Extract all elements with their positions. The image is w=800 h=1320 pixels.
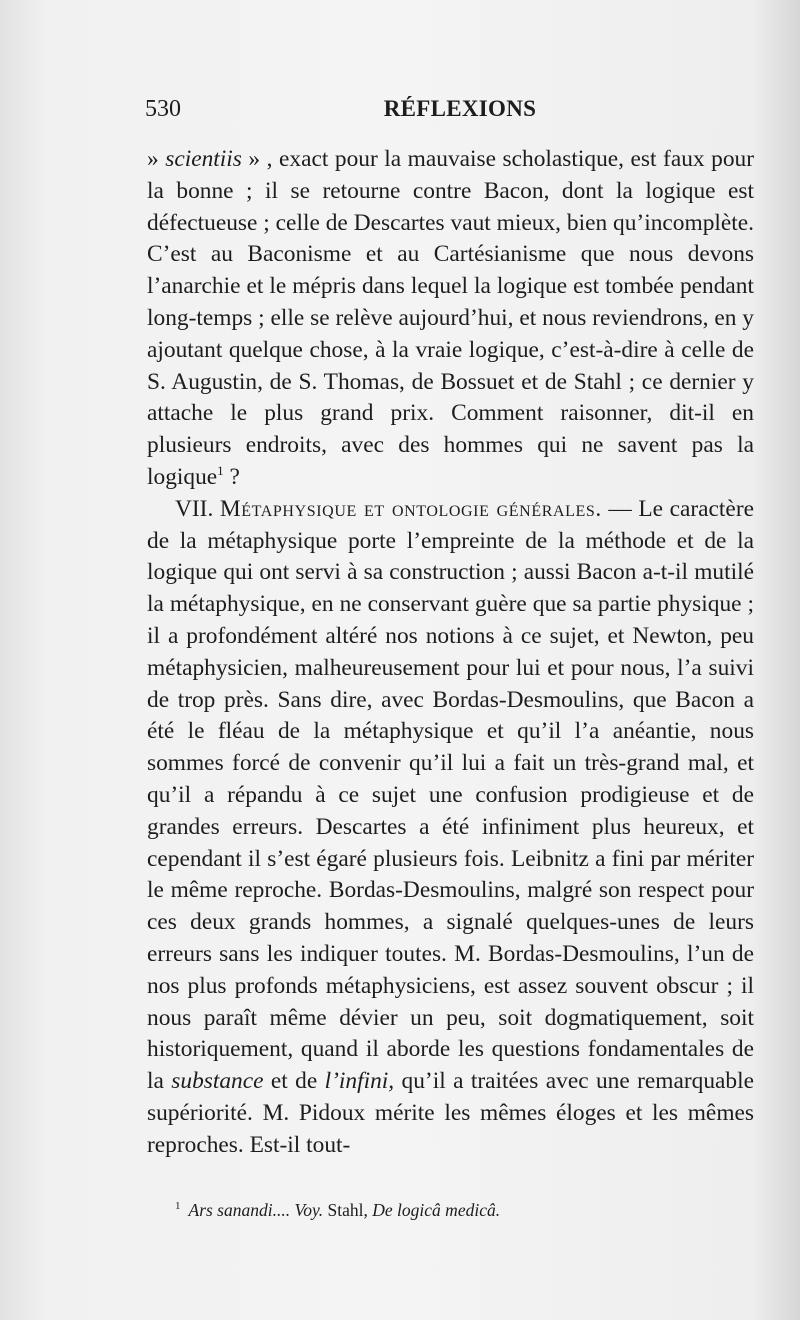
paragraph-text: » , exact pour la mauvaise scholastique, est faux pour la bonne ; il se retourne contre Bacon, dont la logique est défectueuse ; celle de Descartes vaut mieux, bien qu’incomplète. C’est au Baconisme et au Cartésianisme que nous devons l’anarchie et le mépris dans lequel la logique est tombée pendant long-temps ; elle se relève aujourd’hui, et nous reviendrons, en y ajoutant quelque chose, à la vraie logique, c’est-à-dire à celle de S. Augustin, de S. Thomas, de Bossuet et de Stahl ; ce dernier y attache le plus grand prix. Comment raisonner, dit-il en plusieurs endroits, avec des hommes qui ne savent pas la logique bbox=[147, 146, 755, 490]
paragraph-continuation bbox=[147, 144, 754, 494]
footnote-mark: 1 bbox=[175, 1200, 181, 1213]
paragraph-end: ? bbox=[223, 463, 240, 490]
footnote-text: Stahl, bbox=[323, 1200, 373, 1220]
running-title: RÉFLEXIONS bbox=[383, 96, 537, 121]
section-number: VII. bbox=[175, 495, 214, 522]
footnote-reference: 1 bbox=[217, 463, 224, 479]
page-number: 530 bbox=[145, 96, 181, 122]
paragraph-text: qu’il a traitées avec une remarquable supériorité. M. Pidoux mérite les mêmes éloges et les mêmes reproches. Est-il tout- bbox=[147, 1068, 754, 1158]
body-text bbox=[147, 144, 754, 1162]
footnote-voy: Voy. bbox=[294, 1200, 324, 1220]
italic-word-scientiis: scientiis bbox=[165, 146, 242, 172]
footnote-work: De logicâ medicâ. bbox=[372, 1200, 501, 1220]
paragraph-text: et de bbox=[263, 1068, 325, 1095]
section-dash: — bbox=[601, 495, 639, 522]
section-paragraph bbox=[147, 494, 754, 1162]
section-title: Métaphysique et ontologie générales. bbox=[219, 495, 602, 522]
italic-word-infini: l’infini, bbox=[324, 1068, 395, 1095]
quote-open: » bbox=[147, 146, 166, 172]
paragraph-text: Le caractère de la métaphysique porte l’empreinte de la méthode et de la logique qui ont servi à sa construction ; aussi Bacon a-t-il mutilé la métaphysique, en ne conservant guère que sa partie physique ; il a profondément altéré nos notions à ce sujet, et Newton, peu métaphysicien, malheureusement pour lui et pour nous, l’a suivi de trop près. Sans dire, avec Bordas-Desmoulins, que Bacon a été le fléau de la métaphysique et qu’il l’a anéantie, nous sommes forcé de convenir qu’il lui a fait un très-grand mal, et qu’il a répandu à ce sujet une confusion prodigieuse et de grandes erreurs. Descartes a été infiniment plus heureux, et cependant il s’est égaré plusieurs fois. Leibnitz a fini par mériter le même reproche. Bordas-Desmoulins, malgré son respect pour ces deux grands hommes, a signalé quelques-unes de leurs erreurs sans les indiquer toutes. M. Bordas-Desmoulins, l’un de nos plus profonds métaphysiciens, est assez souvent obscur ; il nous paraît même dévier un peu, soit dogmatiquement, soit historiquement, quand il aborde les questions fondamentales de la bbox=[147, 495, 754, 1095]
footnote-source: Ars sanandi.... bbox=[188, 1200, 291, 1220]
italic-word-substance: substance bbox=[171, 1068, 264, 1095]
footnote bbox=[175, 1198, 755, 1222]
page-header bbox=[145, 96, 775, 132]
